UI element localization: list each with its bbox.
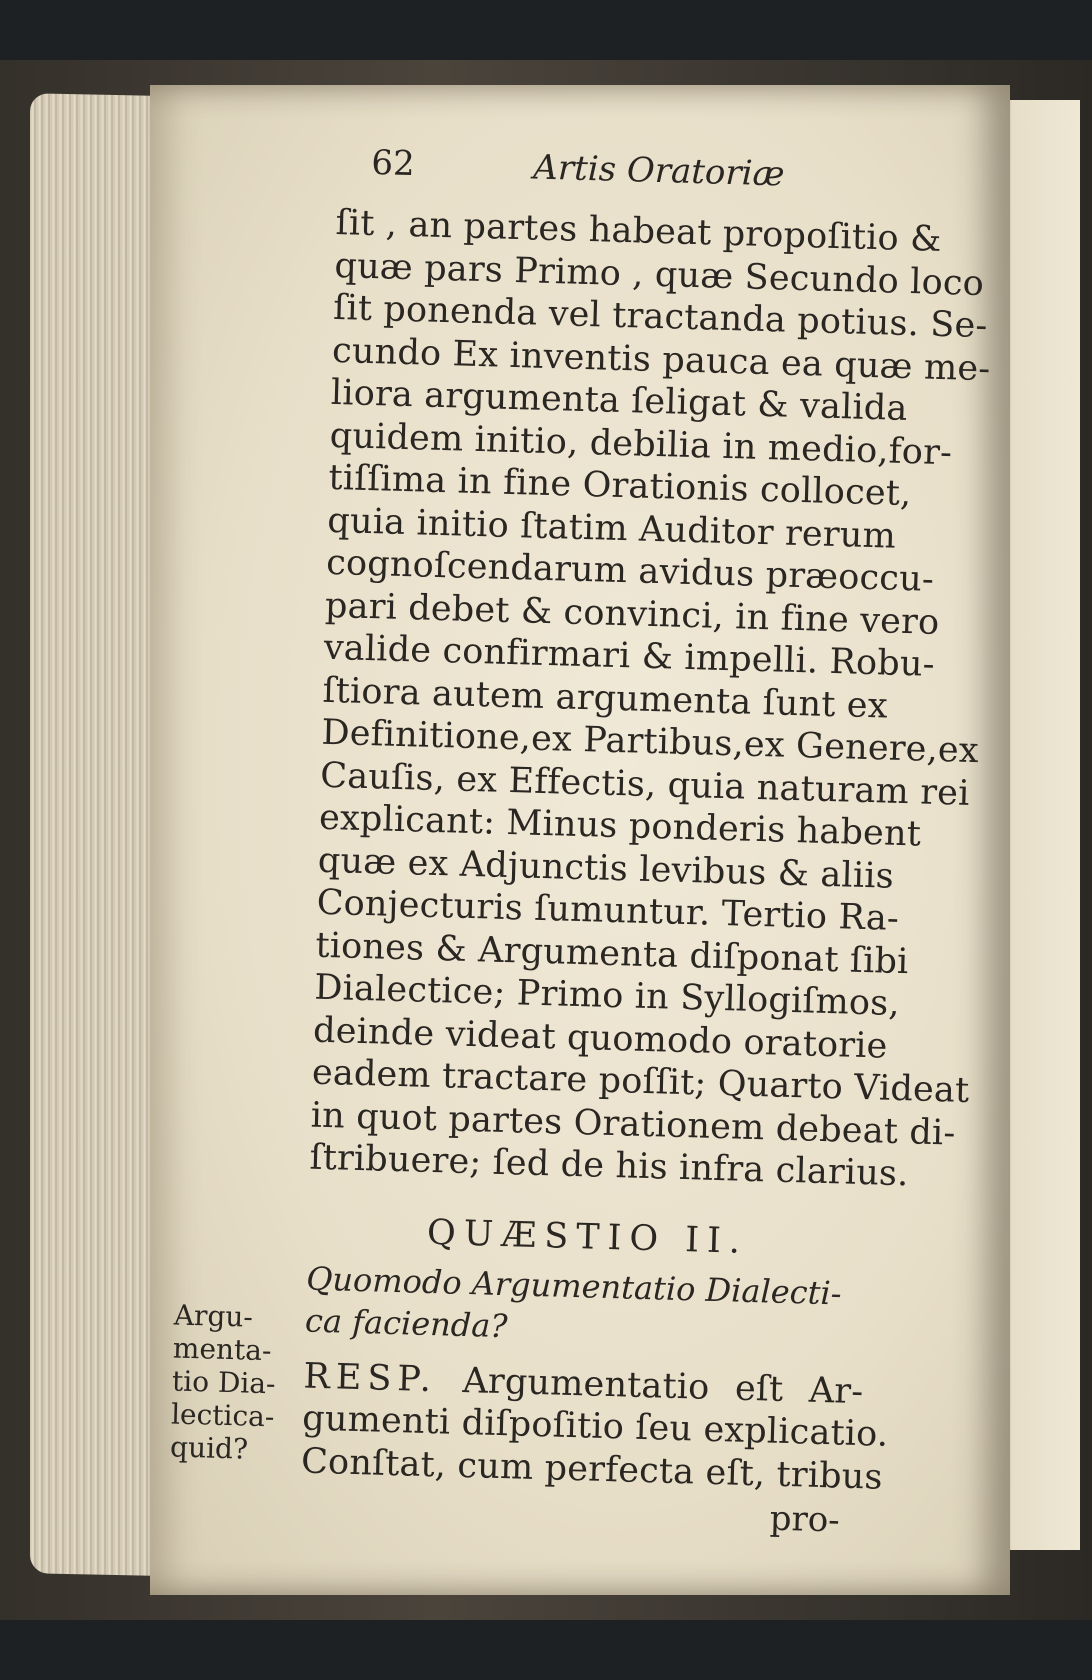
text-line: ſtiora autem argumenta ſunt ex bbox=[322, 670, 889, 727]
margin-note-line: tio Dia- bbox=[171, 1364, 276, 1401]
text-line: tiſſima in fine Orationis collocet, bbox=[328, 457, 912, 515]
text-line: explicant: Minus ponderis habent bbox=[318, 797, 922, 855]
text-line: Cauſis, ex Effectis, quia naturam rei bbox=[319, 755, 971, 814]
answer-text: Argumentatio eſt Ar- bbox=[461, 1360, 864, 1412]
margin-note-line: lectica- bbox=[170, 1397, 275, 1434]
text-line: liora argumenta ſeligat & valida bbox=[330, 372, 909, 429]
text-line: Conjecturis ſumuntur. Tertio Ra- bbox=[316, 882, 900, 939]
text-line: in quot partes Orationem debeat di- bbox=[310, 1095, 956, 1154]
question-line: Quomodo Argumentatio Dialecti- bbox=[305, 1259, 843, 1313]
text-line: quidem initio, debilia in medio,for- bbox=[329, 415, 953, 473]
text-line: quæ ex Adjunctis levibus & aliis bbox=[317, 840, 895, 897]
text-line: eadem tractare poſſit; Quarto Videat bbox=[311, 1052, 970, 1111]
margin-note-line: Argu- bbox=[173, 1298, 254, 1334]
text-line: quæ pars Primo , quæ Secundo loco bbox=[333, 245, 985, 304]
text-line: ſtribuere; ſed de his infra clarius. bbox=[309, 1137, 910, 1195]
text-line: valide confirmari & impelli. Robu- bbox=[323, 627, 936, 685]
text-line: cognoſcendarum avidus præoccu- bbox=[325, 542, 935, 600]
text-line: Definitione,ex Partibus,ex Genere,ex bbox=[320, 712, 980, 772]
text-line: ſit , an partes habeat propoſitio & bbox=[335, 202, 943, 260]
body-text bbox=[309, 202, 991, 1195]
facing-page-edge bbox=[1000, 100, 1080, 1550]
text-line: deinde videat quomodo oratorie bbox=[312, 1010, 889, 1067]
margin-note bbox=[170, 1298, 285, 1466]
answer-line: Conſtat, cum perfecta eſt, tribus bbox=[300, 1440, 884, 1498]
catchword: pro- bbox=[769, 1498, 841, 1541]
question-line: ca facienda? bbox=[304, 1301, 509, 1345]
text-line: ſit ponenda vel tractanda potius. Se- bbox=[332, 287, 989, 347]
answer-line: gumenti diſpoſitio ſeu explicatio. bbox=[301, 1398, 889, 1455]
text-line: cundo Ex inventis pauca ea quæ me- bbox=[331, 330, 991, 389]
text-line: pari debet & convinci, in fine vero bbox=[324, 585, 940, 643]
margin-note-line: menta- bbox=[172, 1331, 272, 1368]
section-heading: QUÆSTIO II. bbox=[426, 1212, 749, 1262]
resp-label: RESP. bbox=[302, 1356, 438, 1400]
page-number: 62 bbox=[370, 142, 416, 185]
text-line: quia initio ſtatim Auditor rerum bbox=[326, 500, 897, 557]
running-head: Artis Oratoriæ bbox=[532, 147, 786, 195]
margin-note-line: quid? bbox=[169, 1430, 249, 1466]
page-text-block bbox=[299, 142, 991, 1544]
text-line: Dialectice; Primo in Syllogiſmos, bbox=[313, 967, 901, 1025]
text-line: tiones & Argumenta diſponat ſibi bbox=[315, 925, 910, 982]
